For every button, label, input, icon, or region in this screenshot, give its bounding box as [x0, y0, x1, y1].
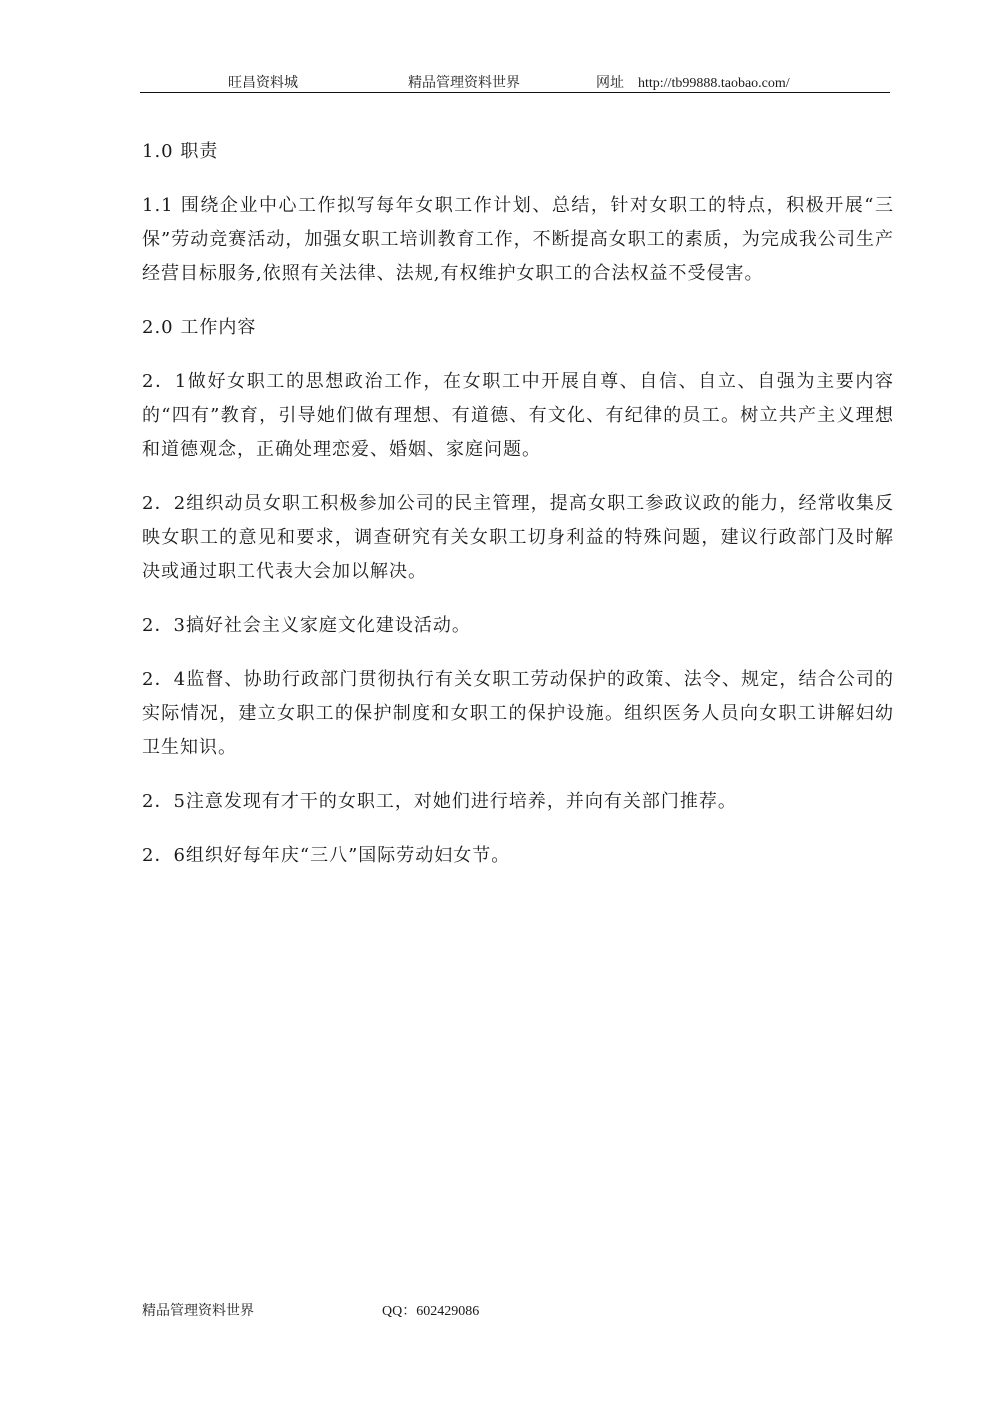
- paragraph-2-2: 2．2组织动员女职工积极参加公司的民主管理，提高女职工参政议政的能力，经常收集反映女职工的意见和要求，调查研究有关女职工切身利益的特殊问题，建议行政部门及时解决或通过职工代表大会加以解决。: [142, 493, 894, 582]
- paragraph-2-5: 2．5注意发现有才干的女职工，对她们进行培养，并向有关部门推荐。: [142, 791, 737, 812]
- footer-qq: QQ：602429086: [382, 1304, 480, 1319]
- page-header: [140, 70, 890, 93]
- document-body: [142, 135, 894, 893]
- paragraph-2-6: 2．6组织好每年庆“三八”国际劳动妇女节。: [142, 845, 511, 866]
- paragraph-2-3: 2．3搞好社会主义家庭文化建设活动。: [142, 615, 471, 636]
- header-site-name: 旺昌资料城: [228, 76, 298, 91]
- paragraph-1-1: 1.1 围绕企业中心工作拟写每年女职工作计划、总结，针对女职工的特点，积极开展“三保”劳动竞赛活动，加强女职工培训教育工作，不断提高女职工的素质，为完成我公司生产经营目标服务,依照有关法律、法规,有权维护女职工的合法权益不受侵害。: [142, 195, 894, 284]
- header-url[interactable]: http://tb99888.taobao.com/: [638, 76, 790, 91]
- section-heading-work-content: 2.0 工作内容: [142, 317, 257, 338]
- footer-tagline: 精品管理资料世界: [142, 1304, 254, 1319]
- header-url-block: [596, 72, 790, 92]
- section-heading-responsibilities: 1.0 职责: [142, 141, 219, 162]
- paragraph-2-1: 2．1做好女职工的思想政治工作，在女职工中开展自尊、自信、自立、自强为主要内容的“四有”教育，引导她们做有理想、有道德、有文化、有纪律的员工。树立共产主义理想和道德观念，正确处理恋爱、婚姻、家庭问题。: [142, 371, 894, 460]
- paragraph-2-4: 2．4监督、协助行政部门贯彻执行有关女职工劳动保护的政策、法令、规定，结合公司的实际情况，建立女职工的保护制度和女职工的保护设施。组织医务人员向女职工讲解妇幼卫生知识。: [142, 669, 894, 758]
- header-url-label: 网址: [596, 76, 624, 91]
- header-tagline: 精品管理资料世界: [408, 76, 520, 91]
